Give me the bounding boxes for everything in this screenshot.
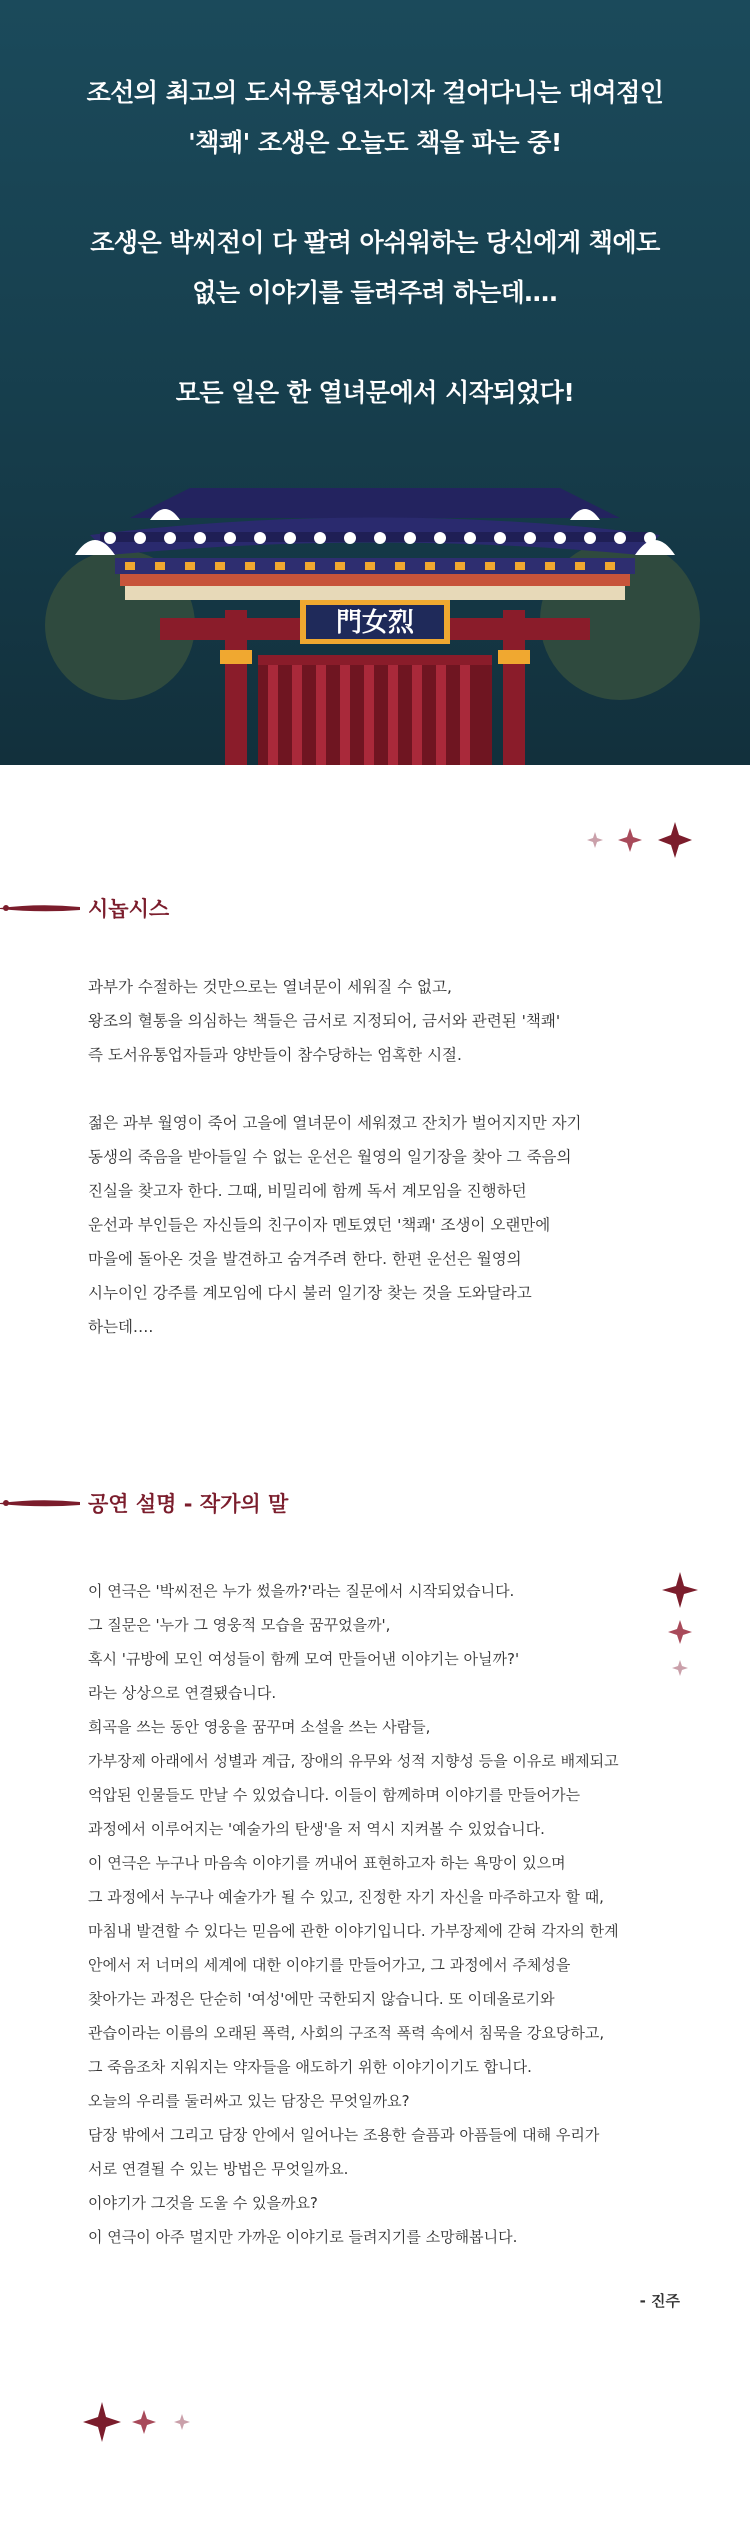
- hero-line: 조선의 최고의 도서유통업자이자 걸어다니는 대여점인: [86, 78, 664, 107]
- description-line: 이 연극은 누구나 마음속 이야기를 꺼내어 표현하고자 하는 욕망이 있으며: [88, 1854, 566, 1872]
- yeolnyeomun-gate-illustration: [0, 460, 750, 765]
- synopsis-line: 과부가 수절하는 것만으로는 열녀문이 세워질 수 없고,: [88, 978, 452, 996]
- synopsis-line: 젊은 과부 월영이 죽어 고을에 열녀문이 세워졌고 잔치가 벌어지지만 자기: [88, 1114, 582, 1132]
- sparkle-icon: [174, 2414, 190, 2430]
- author-signature: - 진주: [639, 2292, 680, 2310]
- hero-banner: [0, 0, 750, 765]
- description-line: 그 죽음조차 지워지는 약자들을 애도하기 위한 이야기이기도 합니다.: [88, 2058, 532, 2076]
- synopsis-text: [88, 970, 688, 1344]
- description-title: 공연 설명 - 작가의 말: [88, 1492, 289, 1516]
- sparkle-icon: [83, 2402, 121, 2442]
- hero-line: 모든 일은 한 열녀문에서 시작되었다!: [175, 378, 575, 407]
- synopsis-line: 즉 도서유통업자들과 양반들이 참수당하는 엄혹한 시절.: [88, 1046, 462, 1064]
- sparkle-icon: [587, 832, 603, 848]
- sparkles-decoration: [82, 2400, 202, 2444]
- brush-stroke-icon: [0, 901, 80, 915]
- description-line: 가부장제 아래에서 성별과 계급, 장애의 유무와 성적 지향성 등을 이유로 배제되고: [88, 1752, 619, 1770]
- description-line: 오늘의 우리를 둘러싸고 있는 담장은 무엇일까요?: [88, 2092, 410, 2110]
- description-line: 담장 밖에서 그리고 담장 안에서 일어나는 조용한 슬픔과 아픔들에 대해 우리가: [88, 2126, 600, 2144]
- synopsis-line: 진실을 찾고자 한다. 그때, 비밀리에 함께 독서 계모임을 진행하던: [88, 1182, 527, 1200]
- description-line: 그 질문은 '누가 그 영웅적 모습을 꿈꾸었을까',: [88, 1616, 391, 1634]
- description-line: 라는 상상으로 연결됐습니다.: [88, 1684, 277, 1702]
- description-line: 서로 연결될 수 있는 방법은 무엇일까요.: [88, 2160, 349, 2178]
- description-line: 안에서 저 너머의 세계에 대한 이야기를 만들어가고, 그 과정에서 주체성을: [88, 1956, 571, 1974]
- hero-line: '책쾌' 조생은 오늘도 책을 파는 중!: [188, 128, 562, 157]
- hero-line: 조생은 박씨전이 다 팔려 아쉬워하는 당신에게 책에도: [90, 228, 660, 257]
- description-line: 이 연극이 아주 멀지만 가까운 이야기로 들려지기를 소망해봅니다.: [88, 2228, 518, 2246]
- sparkles-decoration: [585, 820, 695, 860]
- description-line: 이야기가 그것을 도울 수 있을까요?: [88, 2194, 318, 2212]
- sparkle-icon: [132, 2410, 156, 2434]
- sparkle-icon: [618, 828, 642, 852]
- description-line: 찾아가는 과정은 단순히 '여성'에만 국한되지 않습니다. 또 이데올로기와: [88, 1990, 555, 2008]
- synopsis-line: 시누이인 강주를 계모임에 다시 불러 일기장 찾는 것을 도와달라고: [88, 1284, 532, 1302]
- description-line: 과정에서 이루어지는 '예술가의 탄생'을 저 역시 지켜볼 수 있었습니다.: [88, 1820, 545, 1838]
- synopsis-line: 왕조의 혈통을 의심하는 책들은 금서로 지정되어, 금서와 관련된 '책쾌': [88, 1012, 561, 1030]
- description-line: 그 과정에서 누구나 예술가가 될 수 있고, 진정한 자기 자신을 마주하고자 할 때,: [88, 1888, 604, 1906]
- hero-intro-text: [0, 68, 750, 418]
- sparkle-icon: [658, 822, 692, 858]
- description-line: 혹시 '규방에 모인 여성들이 함께 모여 만들어낸 이야기는 아닐까?': [88, 1650, 520, 1668]
- description-header: [0, 1488, 288, 1518]
- brush-stroke-icon: [0, 1496, 80, 1510]
- synopsis-header: [0, 893, 169, 923]
- description-text: [88, 1574, 698, 2254]
- description-line: 마침내 발견할 수 있다는 믿음에 관한 이야기입니다. 가부장제에 갇혀 각자의 한계: [88, 1922, 619, 1940]
- description-line: 억압된 인물들도 만날 수 있었습니다. 이들이 함께하며 이야기를 만들어가는: [88, 1786, 581, 1804]
- gate-sign-text: 門女烈: [335, 608, 415, 637]
- synopsis-line: 운선과 부인들은 자신들의 친구이자 멘토였던 '책쾌' 조생이 오랜만에: [88, 1216, 551, 1234]
- synopsis-line: 마을에 돌아온 것을 발견하고 숨겨주려 한다. 한편 운선은 월영의: [88, 1250, 522, 1268]
- description-line: 이 연극은 '박씨전은 누가 썼을까?'라는 질문에서 시작되었습니다.: [88, 1582, 515, 1600]
- synopsis-line: 동생의 죽음을 받아들일 수 없는 운선은 월영의 일기장을 찾아 그 죽음의: [88, 1148, 572, 1166]
- description-line: 관습이라는 이름의 오래된 폭력, 사회의 구조적 폭력 속에서 침묵을 강요당하고,: [88, 2024, 605, 2042]
- synopsis-line: 하는데….: [88, 1318, 154, 1336]
- description-line: 희곡을 쓰는 동안 영웅을 꿈꾸며 소설을 쓰는 사람들,: [88, 1718, 431, 1736]
- synopsis-title: 시놉시스: [88, 897, 170, 921]
- hero-line: 없는 이야기를 들려주려 하는데….: [192, 278, 558, 307]
